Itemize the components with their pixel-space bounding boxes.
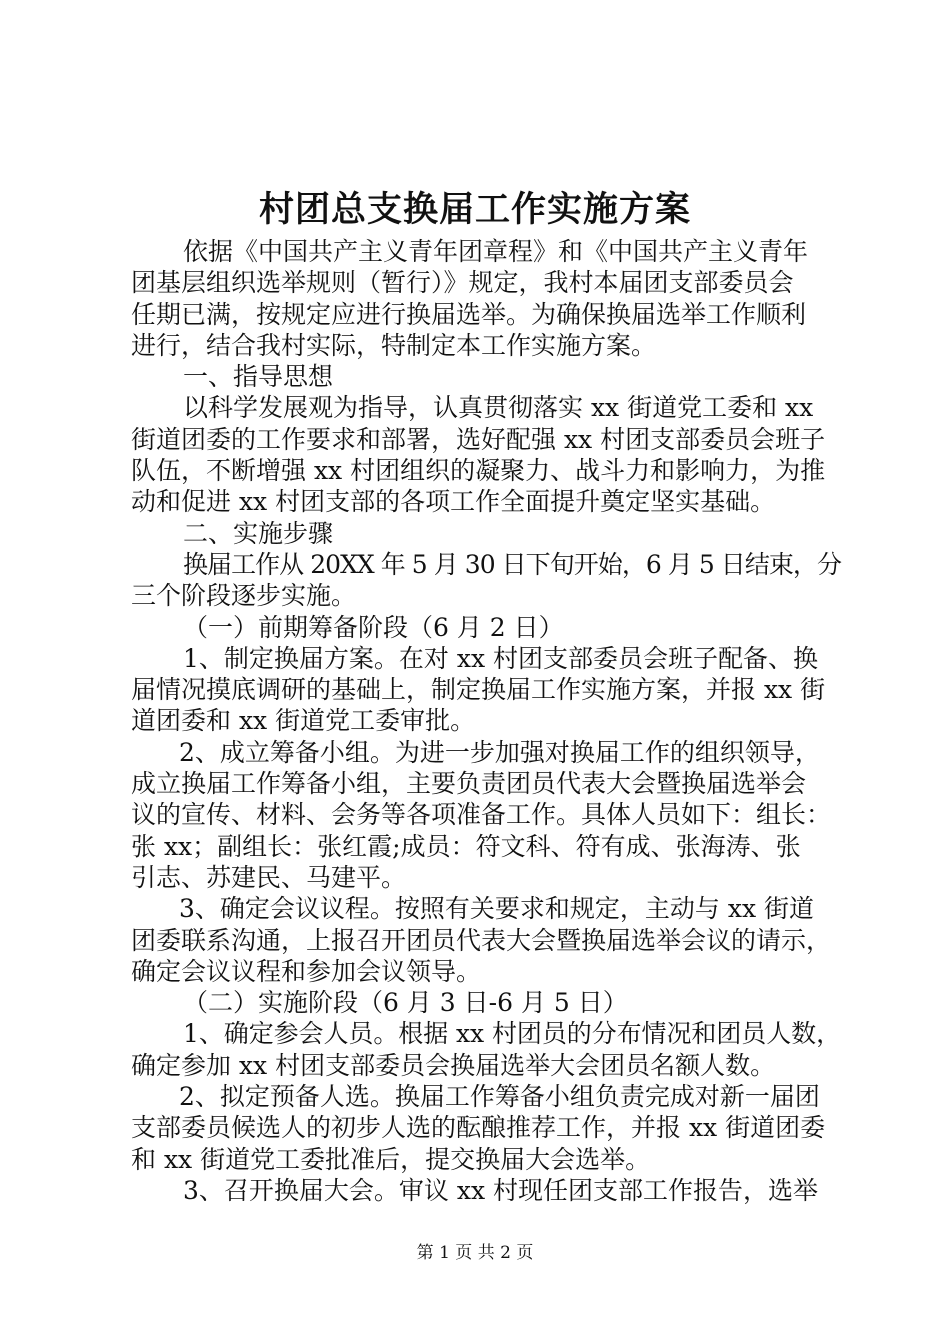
body-line: （二）实施阶段（6 月 3 日-6 月 5 日） [183,988,628,1018]
body-line: 以科学发展观为指导，认真贯彻落实 xx 街道党工委和 xx [183,393,814,423]
body-line: 1、确定参会人员。根据 xx 村团员的分布情况和团员人数， [183,1019,842,1049]
page-footer: 第 1 页 共 2 页 [416,1243,534,1263]
body-line: 二、实施步骤 [183,518,334,548]
body-line: 确定会议议程和参加会议领导。 [131,956,482,986]
body-line: 一、指导思想 [183,362,334,392]
body-line: 三个阶段逐步实施。 [131,581,357,611]
body-line: 1、制定换届方案。在对 xx 村团支部委员会班子配备、换 [183,643,818,673]
body-line: 进行，结合我村实际，特制定本工作实施方案。 [131,330,657,360]
body-line: 议的宣传、材料、会务等各项准备工作。具体人员如下：组长： [131,800,832,830]
body-line: 支部委员候选人的初步人选的酝酿推荐工作，并报 xx 街道团委 [131,1113,826,1143]
body-line: 张 xx；副组长：张红霞;成员：符文科、符有成、张海涛、张 [131,831,801,861]
body-line: 2、拟定预备人选。换届工作筹备小组负责完成对新一届团 [179,1082,820,1112]
body-line: 依据《中国共产主义青年团章程》和《中国共产主义青年 [183,237,809,266]
body-line: 3、确定会议议程。按照有关要求和规定，主动与 xx 街道 [179,894,814,924]
body-line: 任期已满，按规定应进行换届选举。为确保换届选举工作顺利 [131,299,807,329]
body-line: 街道团委的工作要求和部署，选好配强 xx 村团支部委员会班子 [131,424,826,454]
body-line: 3、召开换届大会。审议 xx 村现任团支部工作报告，选举 [183,1175,818,1205]
body-line: 确定参加 xx 村团支部委员会换届选举大会团员名额人数。 [131,1050,776,1080]
body-line: 动和促进 xx 村团支部的各项工作全面提升奠定坚实基础。 [131,487,776,517]
document-body [131,236,841,1206]
body-line: （一）前期筹备阶段（6 月 2 日） [183,612,564,642]
body-line: 道团委和 xx 街道党工委审批。 [131,706,476,736]
body-line: 团基层组织选举规则（暂行）》规定，我村本届团支部委员会 [131,268,794,298]
document-title: 村团总支换届工作实施方案 [258,189,691,230]
body-line: 换届工作从 20XX 年 5 月 30 日下旬开始，6 月 5 日结束，分 [183,549,841,579]
body-line: 队伍，不断增强 xx 村团组织的凝聚力、战斗力和影响力，为推 [131,456,826,486]
body-line: 引志、苏建民、马建平。 [131,862,407,892]
body-line: 和 xx 街道党工委批准后，提交换届大会选举。 [131,1144,651,1174]
body-line: 届情况摸底调研的基础上，制定换届工作实施方案，并报 xx 街 [131,675,826,705]
body-line: 成立换届工作筹备小组，主要负责团员代表大会暨换届选举会 [131,769,807,799]
body-line: 团委联系沟通，上报召开团员代表大会暨换届选举会议的请示， [131,925,832,955]
body-line: 2、成立筹备小组。为进一步加强对换届工作的组织领导， [179,737,820,767]
